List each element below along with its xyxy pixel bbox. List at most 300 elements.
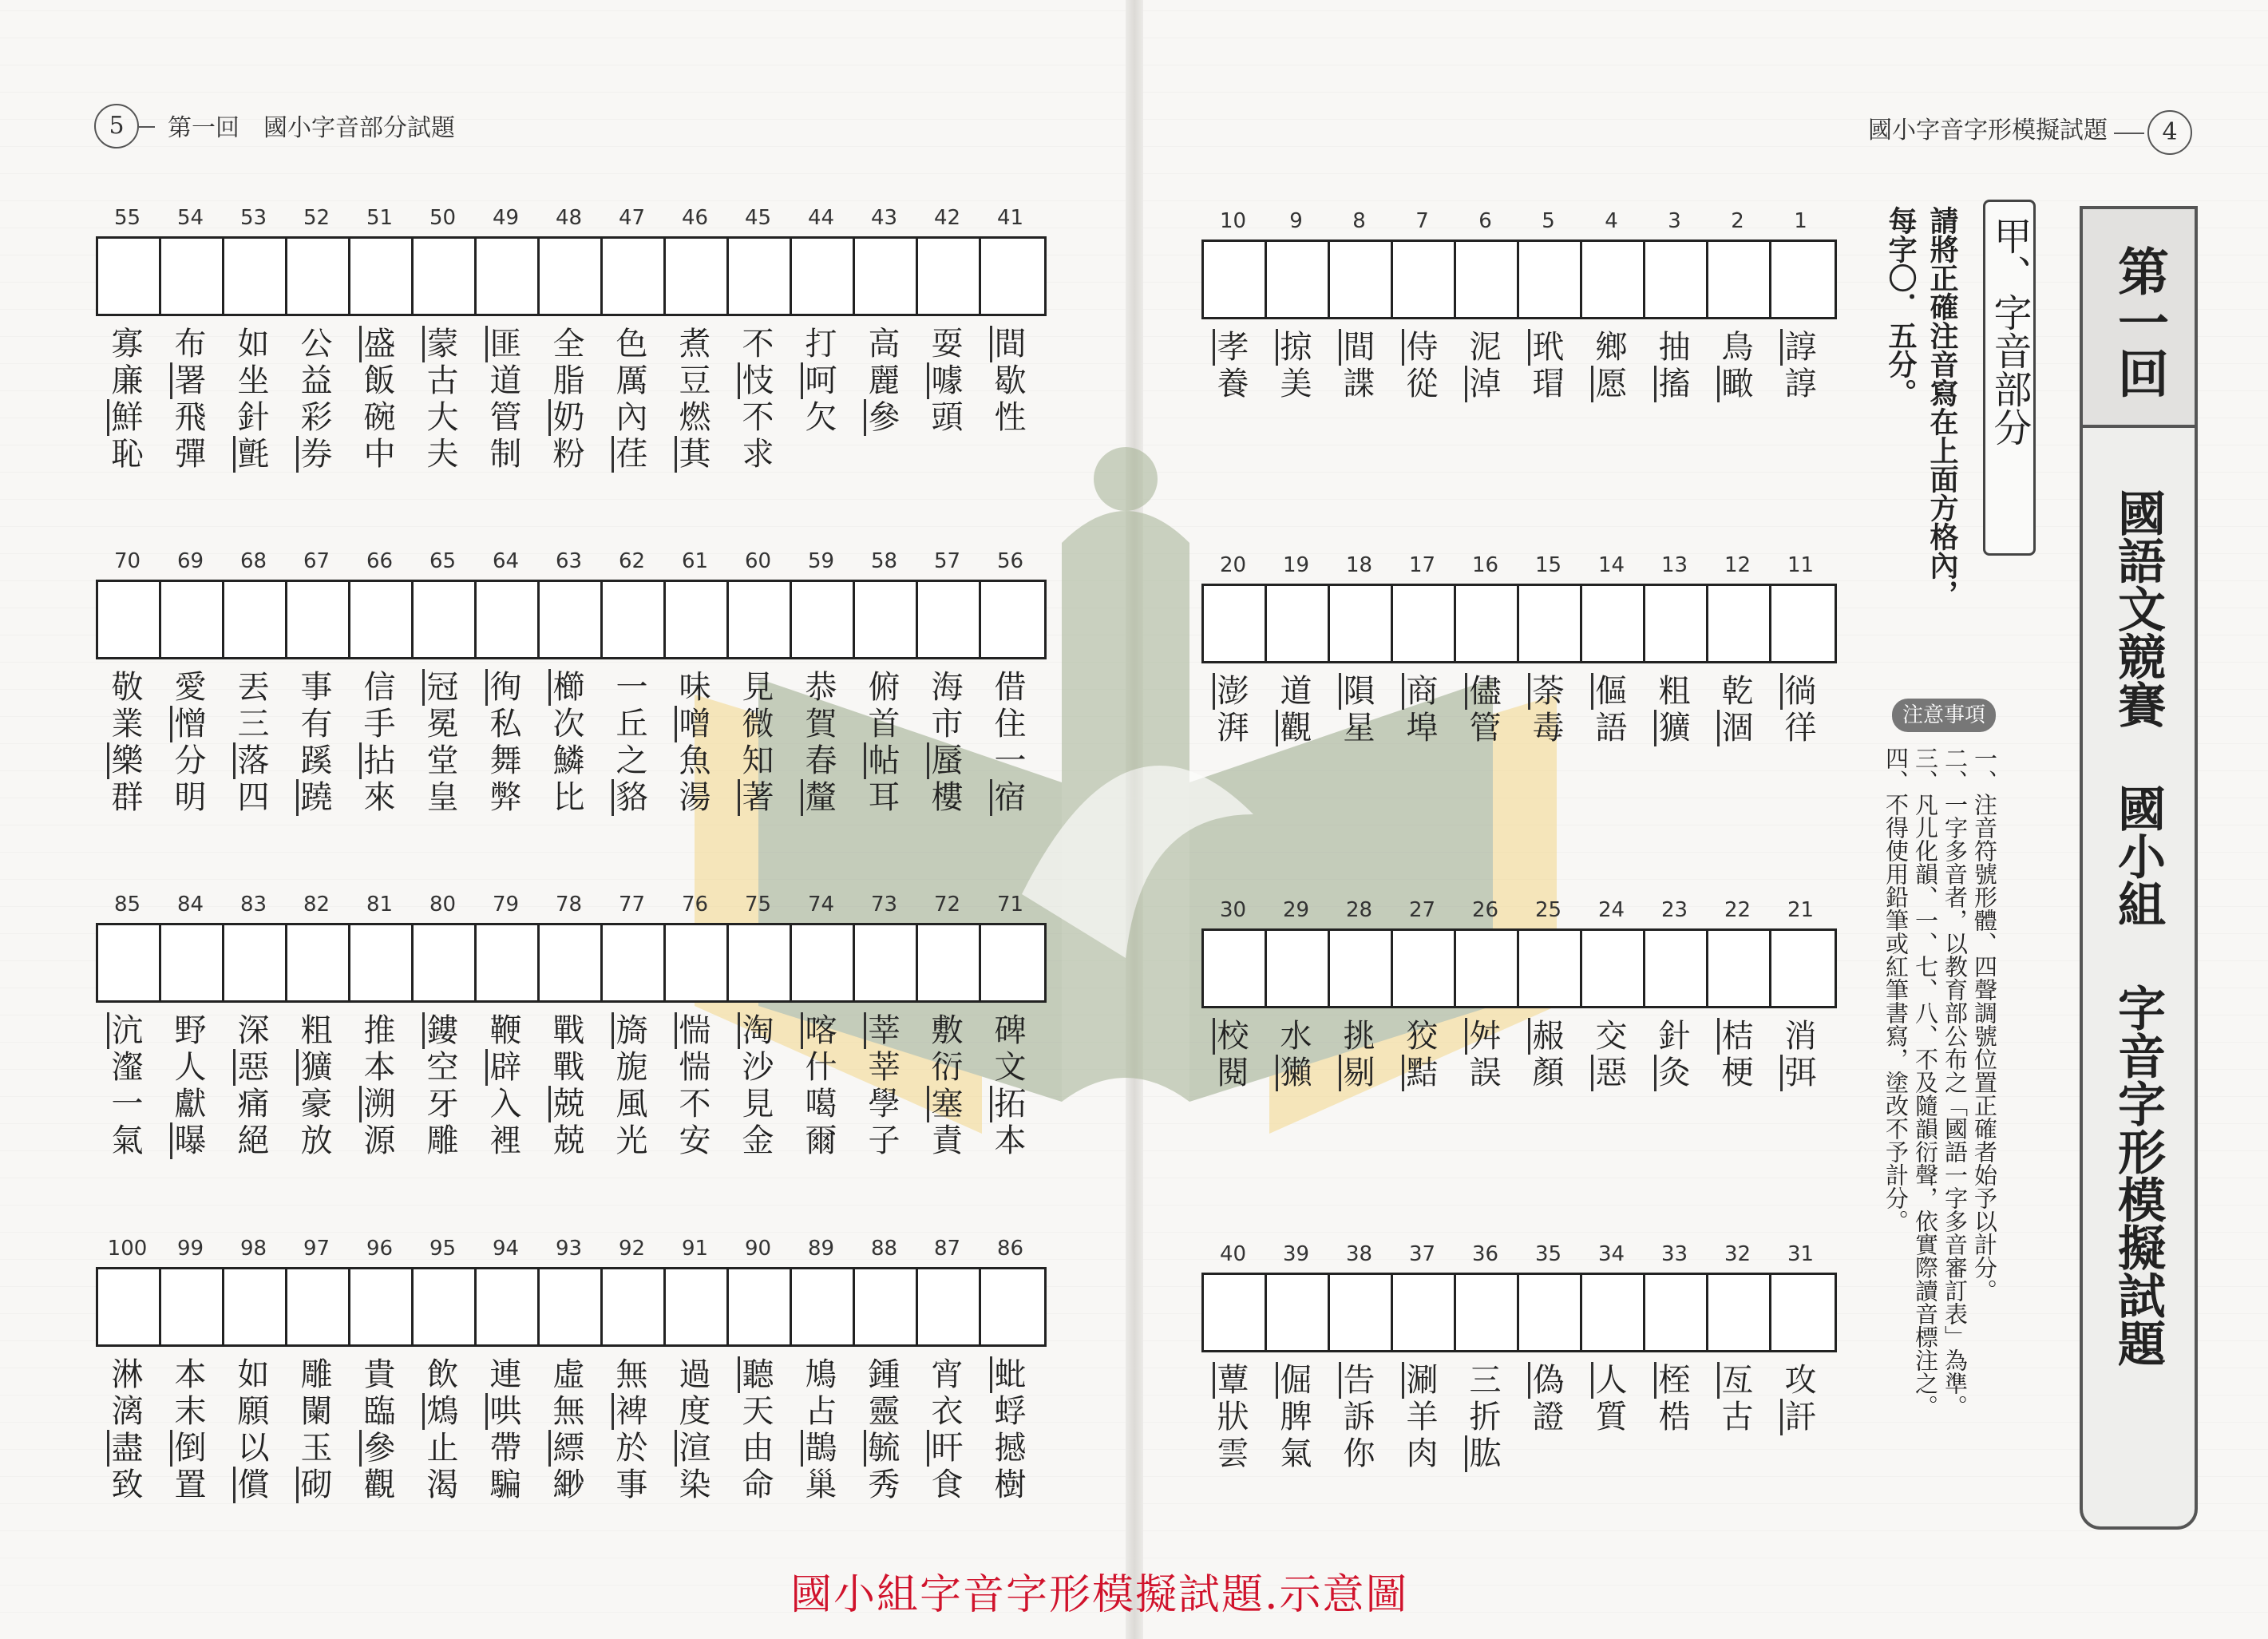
word-character: 帶 (489, 1430, 522, 1467)
word-character: 羊 (1406, 1399, 1439, 1435)
question-number: 18 (1345, 553, 1373, 577)
word-character: 不 (679, 1086, 711, 1122)
answer-box[interactable] (414, 239, 477, 314)
target-character: 樂 (107, 742, 144, 779)
target-character: 蒙 (422, 326, 459, 362)
word-character: 鱗 (552, 742, 585, 779)
word-character: 金 (742, 1122, 774, 1159)
word-character: 天 (742, 1393, 774, 1430)
answer-box[interactable] (603, 1269, 666, 1344)
word-character: 安 (679, 1122, 711, 1159)
answer-box[interactable] (1708, 931, 1771, 1006)
answer-box[interactable] (1330, 1275, 1393, 1350)
answer-box[interactable] (1456, 1275, 1519, 1350)
target-character: 喀 (801, 1012, 837, 1049)
word-character: 蹊 (300, 742, 333, 779)
word-character: 首 (868, 706, 900, 742)
answer-box[interactable] (1267, 931, 1330, 1006)
answer-box[interactable] (161, 582, 224, 657)
answer-box[interactable] (1519, 931, 1582, 1006)
question-word (853, 1356, 916, 1503)
target-character: 櫛 (548, 669, 585, 706)
word-character: 食 (931, 1467, 964, 1503)
word-character: 徉 (1784, 710, 1817, 746)
word-character: 豪 (300, 1086, 333, 1122)
target-character: 縹 (548, 1430, 585, 1467)
answer-box[interactable] (161, 239, 224, 314)
answer-box[interactable] (1582, 931, 1645, 1006)
answer-box[interactable] (350, 925, 414, 1000)
word-character: 來 (363, 779, 396, 816)
word-character: 本 (363, 1049, 396, 1086)
answer-box[interactable] (287, 582, 350, 657)
target-character: 兢 (548, 1086, 585, 1122)
question-number: 85 (113, 893, 141, 916)
target-character: 黠 (1402, 1055, 1439, 1091)
target-character: 間 (990, 326, 1027, 362)
question-words (1201, 329, 1832, 402)
answer-box[interactable] (1771, 242, 1835, 317)
question-word (285, 326, 348, 473)
word-character: 耳 (868, 779, 900, 816)
caption: 國小組字音字形模擬試題.示意圖 (790, 1571, 1409, 1619)
answer-box[interactable] (981, 1269, 1044, 1344)
question-word (1328, 1362, 1391, 1472)
target-character: 萁 (675, 436, 711, 473)
answer-box[interactable] (855, 1269, 918, 1344)
answer-box[interactable] (98, 239, 161, 314)
answer-box[interactable] (540, 239, 603, 314)
target-character: 隕 (1339, 673, 1375, 710)
word-character: 挑 (1343, 1018, 1375, 1055)
answer-box[interactable] (1456, 931, 1519, 1006)
question-word (537, 669, 600, 816)
question-word (285, 1012, 348, 1159)
answer-box[interactable] (792, 925, 855, 1000)
answer-box[interactable] (1771, 1275, 1835, 1350)
answer-box[interactable] (1456, 586, 1519, 661)
answer-box[interactable] (98, 1269, 161, 1344)
question-word (348, 1012, 411, 1159)
answer-box[interactable] (1330, 242, 1393, 317)
note-item: 二、一字多音者，以教育部公布之「國語一字多音審訂表」為準。 (1941, 746, 1969, 1418)
question-word (1201, 673, 1265, 746)
word-character: 雲 (1217, 1435, 1249, 1472)
question-word (1201, 1362, 1265, 1472)
target-character: 觀 (1276, 710, 1312, 746)
word-character: 寡 (111, 326, 144, 362)
answer-box[interactable] (603, 239, 666, 314)
target-character: 參 (864, 399, 900, 436)
question-number: 19 (1282, 553, 1310, 577)
word-character: 欠 (805, 399, 837, 436)
question-words (96, 1012, 1042, 1159)
question-word (853, 1012, 916, 1159)
answer-box[interactable] (981, 239, 1044, 314)
question-word (96, 1012, 159, 1159)
question-number: 70 (113, 549, 141, 573)
target-character: 貉 (612, 779, 648, 816)
answer-box[interactable] (1204, 1275, 1267, 1350)
question-word (853, 669, 916, 816)
word-character: 臨 (363, 1393, 396, 1430)
answer-box[interactable] (918, 925, 981, 1000)
question-number: 48 (555, 206, 583, 230)
target-character: 冠 (422, 669, 459, 706)
word-character: 益 (300, 362, 333, 399)
question-word (916, 326, 979, 473)
word-character: 麗 (868, 362, 900, 399)
answer-grid (1201, 240, 1837, 319)
answer-box[interactable] (792, 1269, 855, 1344)
target-character: 告 (1339, 1362, 1375, 1399)
word-character: 雕 (300, 1356, 333, 1393)
answer-box[interactable] (666, 582, 729, 657)
word-character: 風 (615, 1086, 648, 1122)
word-character: 消 (1784, 1018, 1817, 1055)
answer-box[interactable] (729, 925, 792, 1000)
question-number: 69 (176, 549, 204, 573)
target-character: 呵 (801, 362, 837, 399)
word-character: 度 (679, 1393, 711, 1430)
answer-box[interactable] (918, 582, 981, 657)
word-character: 廉 (111, 362, 144, 399)
question-number: 71 (996, 893, 1024, 916)
answer-box[interactable] (224, 239, 287, 314)
target-character: 倒 (170, 1430, 207, 1467)
question-number: 21 (1787, 898, 1815, 922)
word-character: 針 (1658, 1018, 1691, 1055)
question-word (1454, 329, 1517, 402)
question-word (348, 1356, 411, 1503)
answer-box[interactable] (414, 925, 477, 1000)
target-character: 商 (1402, 673, 1439, 710)
target-character: 獺 (1276, 1055, 1312, 1091)
target-character: 桔 (1717, 1018, 1754, 1055)
word-character: 粗 (1658, 673, 1691, 710)
word-character: 樓 (931, 779, 964, 816)
question-number: 81 (366, 893, 394, 916)
word-character: 歇 (994, 362, 1027, 399)
word-character: 諜 (1343, 366, 1375, 402)
answer-box[interactable] (1519, 242, 1582, 317)
word-character: 手 (363, 706, 396, 742)
answer-box[interactable] (666, 1269, 729, 1344)
answer-box[interactable] (98, 582, 161, 657)
question-number: 26 (1471, 898, 1499, 922)
target-character: 灸 (1654, 1055, 1691, 1091)
word-character: 從 (1406, 366, 1439, 402)
question-word (916, 669, 979, 816)
word-character: 衍 (931, 1049, 964, 1086)
question-number: 82 (303, 893, 331, 916)
answer-box[interactable] (540, 1269, 603, 1344)
word-character: 粉 (552, 436, 585, 473)
target-character: 涮 (1402, 1362, 1439, 1399)
word-character: 衣 (931, 1393, 964, 1430)
answer-box[interactable] (729, 582, 792, 657)
target-character: 瞰 (1717, 366, 1754, 402)
word-character: 業 (111, 706, 144, 742)
answer-box[interactable] (161, 925, 224, 1000)
answer-box[interactable] (414, 1269, 477, 1344)
answer-box[interactable] (1393, 931, 1456, 1006)
answer-box[interactable] (477, 582, 540, 657)
section-instruction-2: 每字〇．五分。 (1884, 206, 1917, 407)
question-word (159, 1012, 222, 1159)
answer-box[interactable] (224, 582, 287, 657)
question-word (348, 669, 411, 816)
target-character: 弭 (1780, 1055, 1817, 1091)
question-word (285, 1356, 348, 1503)
word-character: 巢 (805, 1467, 837, 1503)
word-character: 俯 (868, 669, 900, 706)
word-character: 冕 (426, 706, 459, 742)
question-word (916, 1356, 979, 1503)
answer-box[interactable] (1771, 931, 1835, 1006)
answer-box[interactable] (855, 239, 918, 314)
word-character: 愛 (174, 669, 207, 706)
target-character: 落 (233, 742, 270, 779)
word-character: 染 (679, 1467, 711, 1503)
question-number: 36 (1471, 1242, 1499, 1266)
word-character: 玉 (300, 1430, 333, 1467)
answer-box[interactable] (477, 1269, 540, 1344)
question-number: 65 (429, 549, 457, 573)
word-character: 占 (805, 1393, 837, 1430)
question-word (726, 669, 790, 816)
answer-box[interactable] (1708, 1275, 1771, 1350)
answer-box[interactable] (1519, 1275, 1582, 1350)
word-character: 碗 (363, 399, 396, 436)
question-word (979, 1356, 1042, 1503)
note-item: 一、注音符號形體、四聲調號位置正確者始予以計分。 (1971, 746, 1998, 1302)
word-character: 鳩 (805, 1356, 837, 1393)
question-number: 44 (807, 206, 835, 230)
answer-box[interactable] (1393, 1275, 1456, 1350)
word-character: 鳥 (1721, 329, 1754, 366)
left-header-title: 第一回 國小字音部分試題 (168, 114, 455, 142)
question-words (1201, 1018, 1832, 1091)
answer-box[interactable] (98, 925, 161, 1000)
question-word (159, 326, 222, 473)
answer-box[interactable] (350, 582, 414, 657)
word-character: 求 (742, 436, 774, 473)
answer-box[interactable] (981, 925, 1044, 1000)
answer-box[interactable] (477, 925, 540, 1000)
word-character: 知 (742, 742, 774, 779)
answer-box[interactable] (1771, 586, 1835, 661)
answer-box[interactable] (1204, 242, 1267, 317)
notes-label: 注意事項 (1892, 699, 1996, 732)
word-character: 泥 (1469, 329, 1502, 366)
answer-box[interactable] (1519, 586, 1582, 661)
answer-box[interactable] (1708, 586, 1771, 661)
answer-box[interactable] (981, 582, 1044, 657)
answer-box[interactable] (287, 1269, 350, 1344)
question-word (348, 326, 411, 473)
answer-box[interactable] (792, 239, 855, 314)
answer-box[interactable] (918, 239, 981, 314)
word-character: 末 (174, 1393, 207, 1430)
answer-box[interactable] (1330, 586, 1393, 661)
answer-box[interactable] (1267, 242, 1330, 317)
answer-box[interactable] (1582, 586, 1645, 661)
question-number: 51 (366, 206, 394, 230)
word-character: 抽 (1658, 329, 1691, 366)
question-number: 30 (1219, 898, 1247, 922)
question-number: 22 (1724, 898, 1751, 922)
question-number: 66 (366, 549, 394, 573)
question-number: 56 (996, 549, 1024, 573)
answer-box[interactable] (729, 239, 792, 314)
answer-box[interactable] (729, 1269, 792, 1344)
question-word (474, 1356, 537, 1503)
question-number: 27 (1408, 898, 1436, 922)
question-word (474, 326, 537, 473)
answer-box[interactable] (540, 582, 603, 657)
question-word (1391, 329, 1454, 402)
word-character: 堂 (426, 742, 459, 779)
target-character: 孝 (1213, 329, 1249, 366)
word-character: 敬 (111, 669, 144, 706)
word-character: 人 (174, 1049, 207, 1086)
word-character: 味 (679, 669, 711, 706)
answer-box[interactable] (792, 582, 855, 657)
answer-box[interactable] (1330, 931, 1393, 1006)
question-word (726, 326, 790, 473)
answer-box[interactable] (1645, 1275, 1708, 1350)
question-number: 87 (933, 1237, 961, 1261)
target-character: 校 (1213, 1018, 1249, 1055)
question-word (1265, 673, 1328, 746)
word-character: 毒 (1532, 710, 1565, 746)
answer-box[interactable] (1267, 586, 1330, 661)
answer-box[interactable] (540, 925, 603, 1000)
question-word (411, 669, 474, 816)
answer-box[interactable] (350, 239, 414, 314)
question-number: 83 (239, 893, 267, 916)
word-character: 交 (1595, 1018, 1628, 1055)
page-number-right: 4 (2147, 110, 2192, 155)
answer-box[interactable] (161, 1269, 224, 1344)
question-number: 98 (239, 1237, 267, 1261)
word-character: 學 (868, 1086, 900, 1122)
question-number: 95 (429, 1237, 457, 1261)
question-number: 42 (933, 206, 961, 230)
answer-box[interactable] (1204, 586, 1267, 661)
question-word (222, 1012, 285, 1159)
question-number: 90 (744, 1237, 772, 1261)
right-header-title: 國小字音字形模擬試題 (1868, 117, 2108, 145)
answer-grid (96, 1267, 1047, 1347)
answer-box[interactable] (918, 1269, 981, 1344)
question-number: 25 (1534, 898, 1562, 922)
word-character: 碑 (994, 1012, 1027, 1049)
word-character: 古 (1721, 1399, 1754, 1435)
answer-box[interactable] (287, 239, 350, 314)
word-character: 私 (489, 706, 522, 742)
word-character: 湯 (679, 779, 711, 816)
target-character: 惡 (233, 1049, 270, 1086)
answer-box[interactable] (1267, 1275, 1330, 1350)
answer-box[interactable] (1582, 1275, 1645, 1350)
question-word (1769, 1362, 1832, 1472)
answer-box[interactable] (603, 925, 666, 1000)
answer-box[interactable] (855, 582, 918, 657)
answer-box[interactable] (1645, 242, 1708, 317)
word-character: 語 (1595, 710, 1628, 746)
answer-box[interactable] (224, 1269, 287, 1344)
answer-box[interactable] (1393, 586, 1456, 661)
target-character: 傴 (1591, 673, 1628, 710)
word-character: 什 (805, 1049, 837, 1086)
answer-grid (1201, 928, 1837, 1008)
round-title: 第一回 (2109, 245, 2169, 398)
word-character: 丟 (237, 669, 270, 706)
answer-box[interactable] (603, 582, 666, 657)
answer-box[interactable] (1456, 242, 1519, 317)
answer-box[interactable] (287, 925, 350, 1000)
question-word (1328, 329, 1391, 402)
word-character: 星 (1343, 710, 1375, 746)
question-number: 79 (492, 893, 520, 916)
answer-box[interactable] (350, 1269, 414, 1344)
answer-box[interactable] (477, 239, 540, 314)
question-number: 75 (744, 893, 772, 916)
answer-box[interactable] (1645, 586, 1708, 661)
answer-box[interactable] (1645, 931, 1708, 1006)
question-word (600, 1012, 663, 1159)
question-number: 62 (618, 549, 646, 573)
question-number: 61 (681, 549, 709, 573)
target-character: 惡 (1591, 1055, 1628, 1091)
answer-box[interactable] (224, 925, 287, 1000)
section-heading-box (1983, 200, 2036, 556)
target-character: 辟 (485, 1049, 522, 1086)
answer-box[interactable] (1393, 242, 1456, 317)
question-number: 57 (933, 549, 961, 573)
target-character: 溯 (359, 1086, 396, 1122)
target-character: 拈 (359, 742, 396, 779)
word-character: 道 (1280, 673, 1312, 710)
target-character: 匪 (485, 326, 522, 362)
question-number: 53 (239, 206, 267, 230)
answer-box[interactable] (414, 582, 477, 657)
word-character: 次 (552, 706, 585, 742)
answer-box[interactable] (666, 239, 729, 314)
question-number: 37 (1408, 1242, 1436, 1266)
answer-box[interactable] (1204, 931, 1267, 1006)
word-character: 兢 (552, 1122, 585, 1159)
answer-box[interactable] (855, 925, 918, 1000)
word-character: 布 (174, 326, 207, 362)
target-character: 參 (359, 1430, 396, 1467)
question-word (1769, 1018, 1832, 1091)
question-number: 39 (1282, 1242, 1310, 1266)
question-word (600, 326, 663, 473)
target-character: 聽 (738, 1356, 774, 1393)
question-number: 93 (555, 1237, 583, 1261)
answer-box[interactable] (1582, 242, 1645, 317)
word-character: 鍾 (868, 1356, 900, 1393)
answer-box[interactable] (666, 925, 729, 1000)
question-number: 16 (1471, 553, 1499, 577)
word-character: 訴 (1343, 1399, 1375, 1435)
answer-box[interactable] (1708, 242, 1771, 317)
question-word (1580, 1362, 1643, 1472)
question-number: 35 (1534, 1242, 1562, 1266)
